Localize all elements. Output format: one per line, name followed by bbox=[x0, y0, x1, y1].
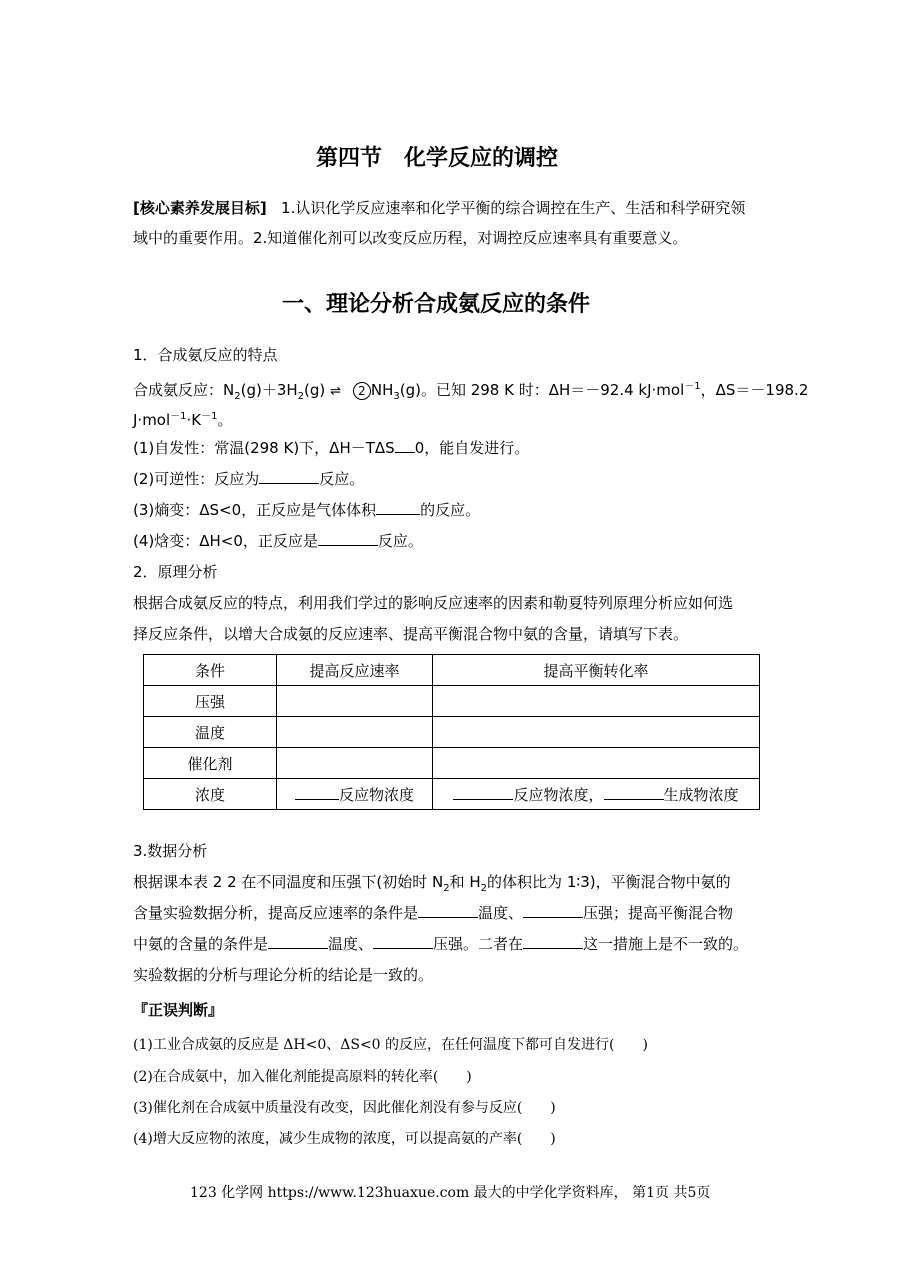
item-text: 0，能自发进行。 bbox=[414, 439, 530, 457]
table-cell bbox=[433, 779, 760, 810]
superscript: －1 bbox=[684, 381, 701, 392]
item-entropy bbox=[133, 500, 480, 520]
s2-paragraph-1: 根据合成氨反应的特点，利用我们学过的影响反应速率的因素和勒夏特列原理分析应如何选 bbox=[133, 594, 734, 612]
table-cell: 浓度 bbox=[144, 779, 277, 810]
s3-line-4: 实验数据的分析与理论分析的结论是一致的。 bbox=[133, 966, 434, 984]
para-text: 和 H bbox=[449, 873, 481, 891]
para-text: 压强；提高平衡混合物 bbox=[583, 904, 734, 922]
judge-item: (1)工业合成氨的反应是 ΔH<0、ΔS<0 的反应，在任何温度下都可自发进行( ) bbox=[133, 1037, 648, 1053]
table-cell: 压强 bbox=[144, 686, 277, 717]
reaction-text: ，ΔS＝－198.2 bbox=[700, 381, 809, 399]
goals-text-1: 1.认识化学反应速率和化学平衡的综合调控在生产、生活和科学研究领 bbox=[281, 199, 746, 217]
judge-item: (4)增大反应物的浓度，减少生成物的浓度，可以提高氨的产率( ) bbox=[133, 1131, 556, 1147]
para-text: 中氨的含量的条件是 bbox=[133, 935, 269, 953]
reaction-text: 合成氨反应：N bbox=[133, 381, 235, 399]
reaction-line-2 bbox=[133, 407, 233, 430]
item-text: 反应。 bbox=[377, 532, 423, 550]
s1-heading: 1．合成氨反应的特点 bbox=[133, 346, 278, 364]
item-text: (1)自发性：常温(298 K)下，ΔH－TΔS bbox=[133, 439, 395, 457]
table-header: 提高反应速率 bbox=[277, 655, 433, 686]
s2-paragraph-2: 择反应条件，以增大合成氨的反应速率、提高平衡混合物中氨的含量，请填写下表。 bbox=[133, 625, 689, 643]
table-cell bbox=[277, 779, 433, 810]
goals-line-1 bbox=[133, 198, 745, 218]
fill-blank[interactable] bbox=[268, 934, 328, 949]
reaction-text: (g)。已知 298 K 时：ΔH＝－92.4 kJ·mol bbox=[399, 381, 685, 399]
judge-item: (2)在合成氨中，加入催化剂能提高原料的转化率( ) bbox=[133, 1069, 472, 1085]
table-cell[interactable] bbox=[277, 686, 433, 717]
table-cell[interactable] bbox=[277, 748, 433, 779]
item-text: (2)可逆性：反应为 bbox=[133, 470, 260, 488]
item-text: (4)焓变：ΔH<0，正反应是 bbox=[133, 532, 318, 550]
fill-blank[interactable] bbox=[418, 903, 478, 918]
page-title: 第四节 化学反应的调控 bbox=[316, 146, 559, 171]
item-reversibility bbox=[133, 469, 364, 489]
item-text: 反应。 bbox=[319, 470, 365, 488]
para-text: 的体积比为 1∶3)，平衡混合物中氨的 bbox=[487, 873, 731, 891]
subscript: 2 bbox=[443, 883, 450, 894]
conditions-table bbox=[143, 654, 760, 810]
table-row bbox=[144, 686, 760, 717]
table-cell[interactable] bbox=[433, 748, 760, 779]
fill-blank[interactable] bbox=[373, 934, 433, 949]
para-text: 温度、 bbox=[328, 935, 374, 953]
fill-blank[interactable] bbox=[295, 785, 339, 800]
superscript: －1 bbox=[201, 411, 218, 422]
reaction-text: NH bbox=[370, 381, 394, 399]
fill-blank[interactable] bbox=[604, 785, 664, 800]
cell-text: 反应物浓度， bbox=[513, 785, 604, 804]
table-header-row bbox=[144, 655, 760, 686]
item-text: 的反应。 bbox=[420, 501, 481, 519]
fill-blank[interactable] bbox=[453, 785, 513, 800]
section-heading: 一、理论分析合成氨反应的条件 bbox=[282, 292, 591, 317]
fill-blank[interactable] bbox=[523, 934, 583, 949]
reaction-text: ·K bbox=[186, 411, 202, 429]
goals-label: [核心素养发展目标] bbox=[133, 199, 267, 217]
s3-heading: 3.数据分析 bbox=[133, 842, 208, 860]
table-row bbox=[144, 717, 760, 748]
reaction-text: (g) bbox=[304, 381, 326, 399]
table-cell: 温度 bbox=[144, 717, 277, 748]
item-spontaneity bbox=[133, 438, 529, 458]
s3-line-1 bbox=[133, 872, 731, 899]
fill-blank[interactable] bbox=[376, 500, 420, 515]
table-cell[interactable] bbox=[277, 717, 433, 748]
subscript: 3 bbox=[393, 391, 400, 402]
cell-text: 反应物浓度 bbox=[338, 785, 414, 804]
s3-line-2 bbox=[133, 903, 733, 923]
s2-heading: 2．原理分析 bbox=[133, 563, 218, 581]
table-cell: 催化剂 bbox=[144, 748, 277, 779]
cell-text: 生成物浓度 bbox=[663, 785, 739, 804]
fill-blank[interactable] bbox=[259, 469, 319, 484]
table-cell[interactable] bbox=[433, 717, 760, 748]
table-header: 条件 bbox=[144, 655, 277, 686]
fill-blank[interactable] bbox=[318, 531, 378, 546]
reaction-text: (g)＋3H bbox=[240, 381, 298, 399]
equilibrium-arrow-icon: ⇌ bbox=[330, 384, 341, 399]
judge-item: (3)催化剂在合成氨中质量没有改变，因此催化剂没有参与反应( ) bbox=[133, 1100, 556, 1116]
subscript: 2 bbox=[234, 391, 241, 402]
reaction-text: 。 bbox=[217, 411, 233, 429]
judge-heading: 『正误判断』 bbox=[133, 1001, 224, 1019]
goals-line-2: 域中的重要作用。2.知道催化剂可以改变反应历程，对调控反应速率具有重要意义。 bbox=[133, 229, 688, 247]
subscript: 2 bbox=[297, 391, 305, 402]
table-cell[interactable] bbox=[433, 686, 760, 717]
superscript: －1 bbox=[170, 411, 187, 422]
para-text: 根据课本表 2 2 在不同温度和压强下(初始时 N bbox=[133, 873, 444, 891]
reaction-text: J·mol bbox=[133, 411, 171, 429]
table-header: 提高平衡转化率 bbox=[433, 655, 760, 686]
para-text: 这一措施上是不一致的。 bbox=[583, 935, 749, 953]
item-enthalpy bbox=[133, 531, 423, 551]
para-text: 含量实验数据分析，提高反应速率的条件是 bbox=[133, 904, 419, 922]
fill-blank[interactable] bbox=[395, 438, 415, 453]
fill-blank[interactable] bbox=[523, 903, 583, 918]
coefficient-circle: 2 bbox=[353, 382, 371, 400]
page-footer: 123 化学网 https://www.123huaxue.com 最大的中学化学资料库， 第1页 共5页 bbox=[190, 1185, 711, 1201]
table-row bbox=[144, 748, 760, 779]
para-text: 压强。二者在 bbox=[433, 935, 524, 953]
item-text: (3)熵变：ΔS<0，正反应是气体体积 bbox=[133, 501, 377, 519]
table-row bbox=[144, 779, 760, 810]
subscript: 2 bbox=[480, 883, 488, 894]
s3-line-3 bbox=[133, 934, 748, 954]
reaction-line bbox=[133, 377, 808, 407]
para-text: 温度、 bbox=[478, 904, 524, 922]
